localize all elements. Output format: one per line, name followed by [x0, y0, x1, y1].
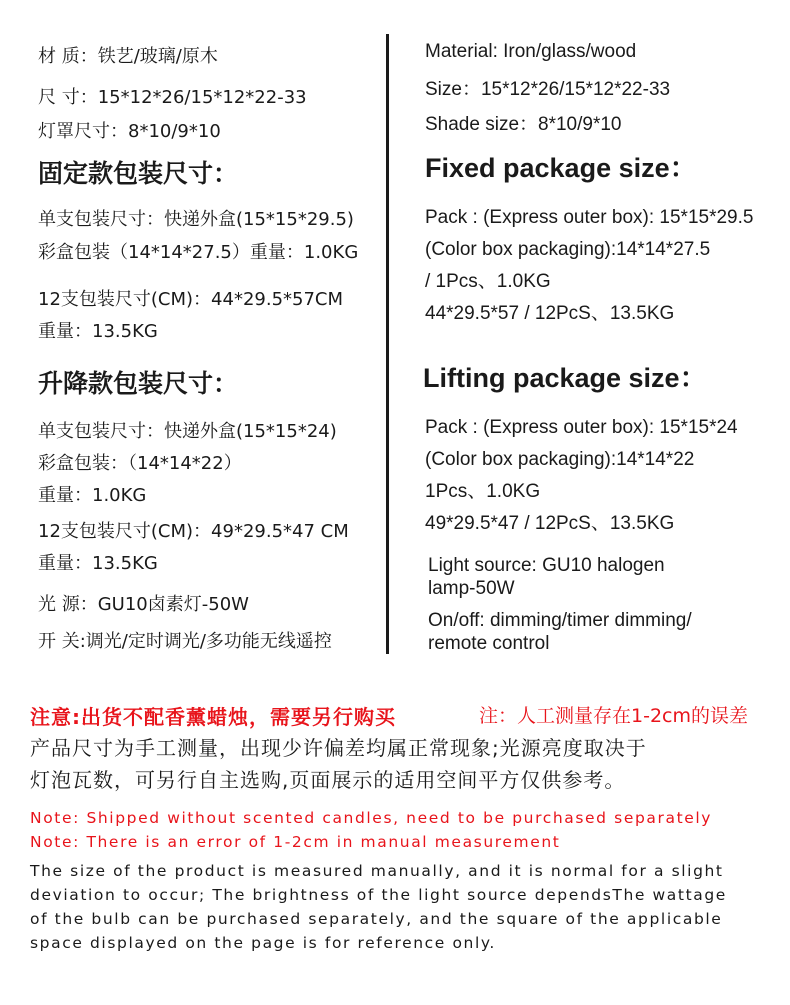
note-body-en-line3: of the bulb can be purchased separately, and the square of the applicable: [30, 910, 723, 928]
shade-size-en: Shade size：8*10/9*10: [425, 114, 622, 135]
note-error-cn: 注：人工测量存在1-2cm的误差: [479, 705, 748, 727]
note-no-candle-en: Note: Shipped without scented candles, need to be purchased separately: [30, 809, 713, 827]
material-en: Material: Iron/glass/wood: [425, 41, 637, 62]
size-en: Size：15*12*26/15*12*22-33: [425, 79, 671, 100]
note-body-en-line2: deviation to occur; The brightness of the light source dependsThe wattage: [30, 886, 727, 904]
lift-pack-en: Pack : (Express outer box): 15*15*24: [425, 417, 738, 438]
switch-cn: 开 关:调光/定时调光/多功能无线遥控: [38, 631, 332, 652]
light-source-en-line1: Light source: GU10 halogen: [428, 555, 665, 576]
fixed-12pcs-cn: 12支包装尺寸(CM)：44*29.5*57CM: [38, 289, 344, 310]
note-body-en-line1: The size of the product is measured manually, and it is normal for a slight: [30, 862, 724, 880]
fixed-pack-en: Pack : (Express outer box): 15*15*29.5: [425, 207, 754, 228]
fixed-weight-cn: 重量：13.5KG: [38, 321, 158, 342]
lift-12pcs-en: 49*29.5*47 / 12PcS、13.5KG: [425, 513, 675, 534]
note-body-cn-line2: 灯泡瓦数，可另行自主选购,页面展示的适用空间平方仅供参考。: [30, 768, 626, 792]
fixed-single-pack-cn: 单支包装尺寸：快递外盒(15*15*29.5): [38, 209, 354, 230]
fixed-pcs-en: / 1Pcs、1.0KG: [425, 271, 551, 292]
note-no-candle-cn: 注意:出货不配香薰蜡烛，需要另行购买: [30, 705, 396, 729]
fixed-package-heading-en: Fixed package size：: [425, 153, 697, 183]
lift-weight-single-cn: 重量：1.0KG: [38, 485, 147, 506]
note-body-cn-line1: 产品尺寸为手工测量，出现少许偏差均属正常现象;光源亮度取决于: [30, 736, 647, 760]
lift-single-pack-cn: 单支包装尺寸：快递外盒(15*15*24): [38, 421, 337, 442]
note-body-en-line4: space displayed on the page is for reference only.: [30, 934, 496, 952]
light-source-en-line2: lamp-50W: [428, 578, 515, 599]
lift-weight-12-cn: 重量：13.5KG: [38, 553, 158, 574]
lift-color-box-en: (Color box packaging):14*14*22: [425, 449, 695, 470]
fixed-12pcs-en: 44*29.5*57 / 12PcS、13.5KG: [425, 303, 675, 324]
note-error-en: Note: There is an error of 1-2cm in manual measurement: [30, 833, 561, 851]
fixed-color-box-en: (Color box packaging):14*14*27.5: [425, 239, 711, 260]
material-cn: 材 质：铁艺/玻璃/原木: [38, 46, 218, 67]
shade-size-cn: 灯罩尺寸：8*10/9*10: [38, 121, 221, 142]
lifting-package-heading-en: Lifting package size：: [423, 363, 707, 393]
lift-pcs-en: 1Pcs、1.0KG: [425, 481, 541, 502]
light-source-cn: 光 源：GU10卤素灯-50W: [38, 594, 249, 615]
lift-12pcs-cn: 12支包装尺寸(CM)：49*29.5*47 CM: [38, 521, 349, 542]
fixed-color-box-cn: 彩盒包装（14*14*27.5）重量：1.0KG: [38, 242, 359, 263]
lift-color-box-cn: 彩盒包装：（14*14*22）: [38, 453, 242, 474]
fixed-package-heading-cn: 固定款包装尺寸：: [38, 159, 239, 188]
column-divider: [386, 34, 389, 654]
lifting-package-heading-cn: 升降款包装尺寸：: [38, 369, 239, 398]
onoff-en-line2: remote control: [428, 633, 550, 654]
size-cn: 尺 寸：15*12*26/15*12*22-33: [38, 87, 307, 108]
onoff-en-line1: On/off: dimming/timer dimming/: [428, 610, 692, 631]
